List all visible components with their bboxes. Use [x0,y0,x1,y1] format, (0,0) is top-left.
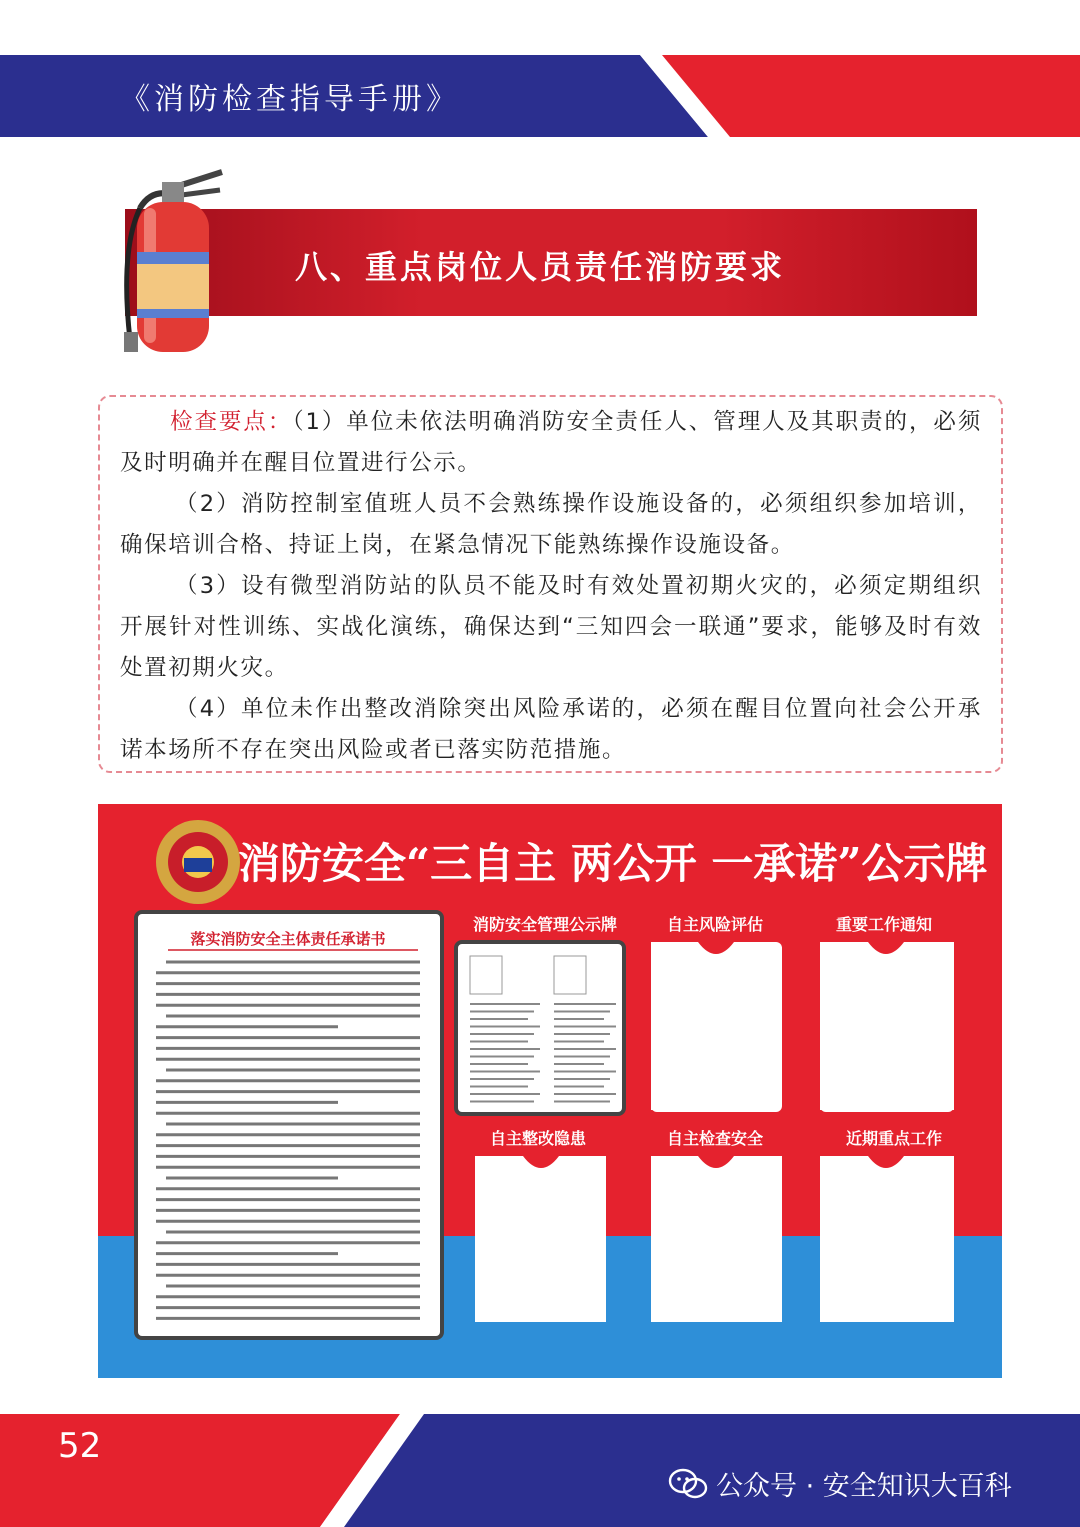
book-title: 《消防检查指导手册》 [120,82,460,117]
check-point-2: （2）消防控制室值班人员不会熟练操作设施设备的，必须组织参加培训，确保培训合格、持证上岗，在紧急情况下能熟练操作设施设备。 [120,491,982,558]
watermark [668,1464,1012,1503]
panel-label-3: 重要工作通知 [835,915,933,934]
wechat-icon [668,1468,708,1500]
panel-label-5: 自主检查安全 [666,1129,764,1148]
check-point-4: （4）单位未作出整改消除突出风险承诺的，必须在醒目位置向社会公开承诺本场所不存在突出风险或者已落实防范措施。 [120,696,982,763]
check-point-3: （3）设有微型消防站的队员不能及时有效处置初期火灾的，必须定期组织开展针对性训练、实战化演练，确保达到“三知四会一联通”要求，能够及时有效处置初期火灾。 [120,573,982,681]
panel-label-6: 近期重点工作 [845,1129,943,1148]
board-title: 消防安全“三自主 两公开 一承诺”公示牌 [238,839,988,888]
emblem-icon [156,820,240,904]
letter-title: 落实消防安全主体责任承诺书 [190,930,386,948]
panel-label-1: 消防安全管理公示牌 [472,915,618,934]
watermark-text: 公众号 · 安全知识大百科 [716,1471,1012,1502]
panel-label-4: 自主整改隐患 [489,1129,587,1148]
check-points-lead: 检查要点： [170,409,293,435]
section-title: 八、重点岗位人员责任消防要求 [295,248,786,286]
page-number: 52 [58,1426,102,1466]
check-point-1: 检查要点：（1）单位未依法明确消防安全责任人、管理人及其职责的，必须及时明确并在醒目位置进行公示。 [120,409,982,476]
public-notice-board [98,804,1002,1378]
panel-label-2: 自主风险评估 [666,915,764,934]
fire-extinguisher-icon [112,160,232,365]
